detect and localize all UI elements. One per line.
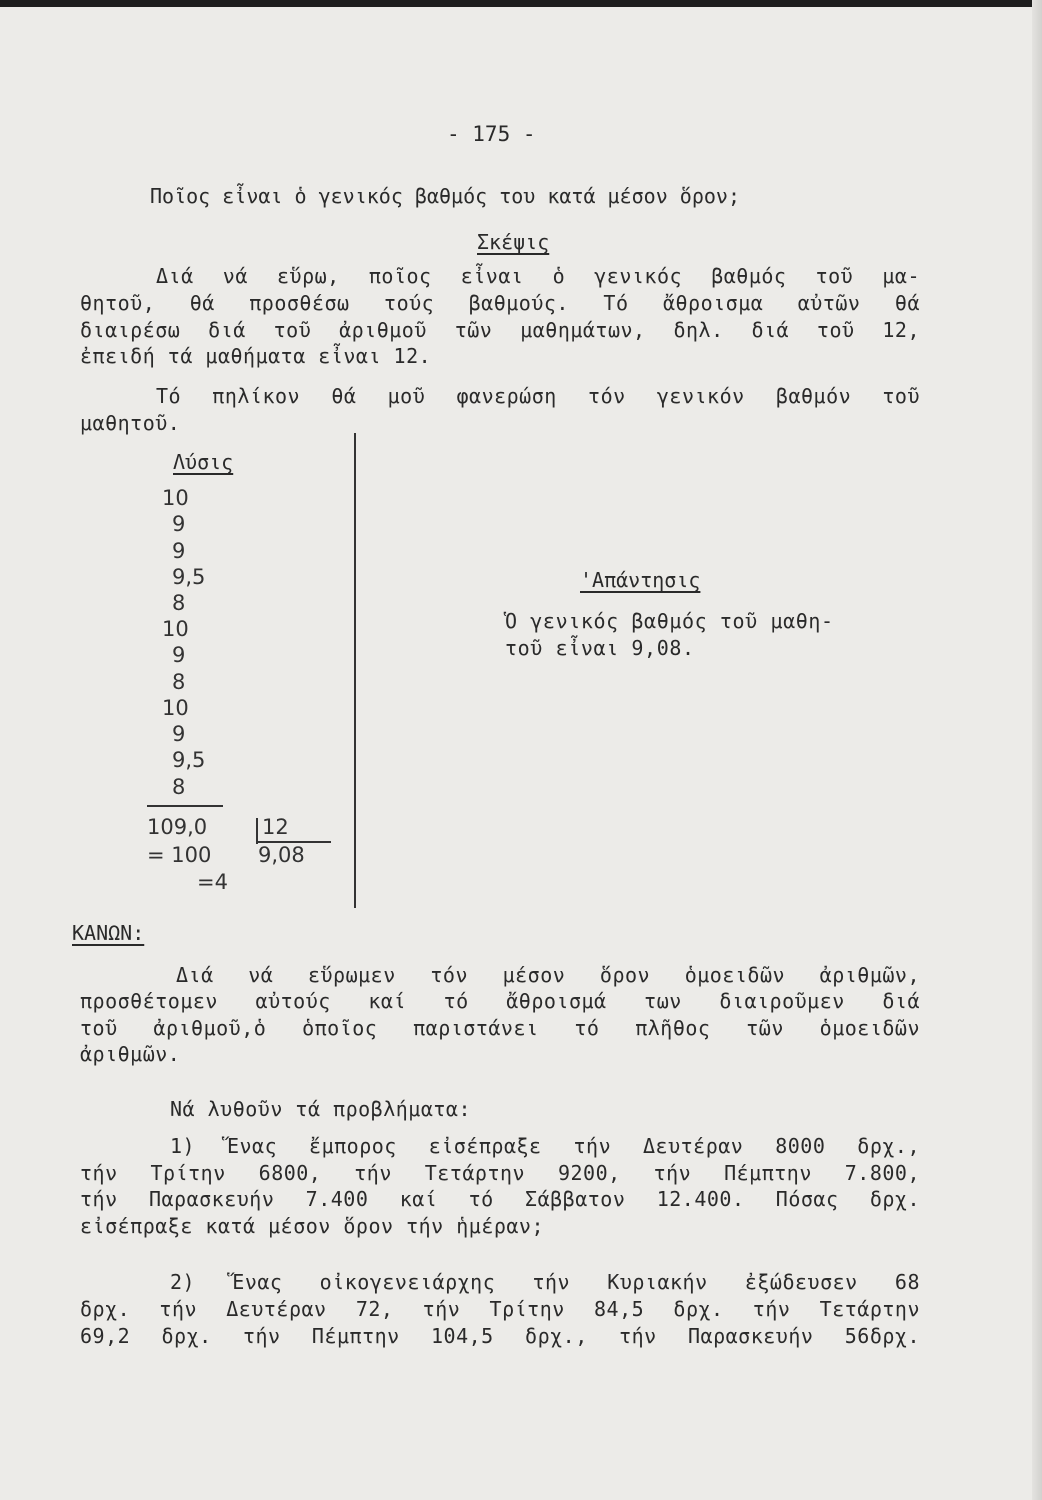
skepsis-line-2: θητοῦ, θά προσθέσω τούς βαθμούς. Τό ἄθροισμα αὐτῶν θά (80, 291, 920, 315)
grade-6: 10 (162, 617, 189, 641)
rule-heading: ΚΑΝΩΝ: (72, 921, 145, 945)
skepsis-line-3: διαιρέσω διά τοῦ ἀριθμοῦ τῶν μαθημάτων, δηλ. διά τοῦ 12, (80, 318, 920, 342)
quotient-line-2: μαθητοῦ. (80, 411, 181, 435)
scan-top-edge (0, 0, 1042, 7)
rule-line-3: τοῦ ἀριθμοῦ,ὁ ὁποῖος παριστάνει τό πλῆθος τῶν ὁμοειδῶν (80, 1016, 920, 1040)
last-remainder: =4 (197, 870, 228, 894)
answer-line-1: Ὁ γενικός βαθμός τοῦ μαθη- (505, 609, 834, 633)
grade-7: 9 (172, 643, 186, 667)
skepsis-heading: Σκέψις (477, 230, 550, 254)
sum-line (147, 805, 223, 807)
remainder-line: = 100 (147, 843, 212, 867)
rule-line-1: Διά νά εὕρωμεν τόν μέσον ὅρον ὁμοειδῶν ἀριθμῶν, (176, 963, 920, 987)
answer-heading: 'Απάντησις (580, 568, 701, 592)
problem2-line-1: 2) Ἕνας οἰκογενειάρχης τήν Κυριακήν ἐξώδευσεν 68 (170, 1270, 920, 1294)
sum-value: 109,0 (147, 815, 208, 839)
problem1-line-2: τήν Τρίτην 6800, τήν Τετάρτην 9200, τήν Πέμπτην 7.800, (80, 1161, 920, 1185)
problem1-line-4: εἰσέπραξε κατά μέσον ὅρον τήν ἡμέραν; (80, 1214, 545, 1238)
scan-right-edge (1032, 0, 1042, 1500)
skepsis-line-4: ἐπειδή τά μαθήματα εἶναι 12. (80, 344, 432, 368)
quotient-line-1: Τό πηλίκον θά μοῦ φανερώση τόν γενικόν βαθμόν τοῦ (156, 384, 920, 408)
question-text: Ποῖος εἶναι ὁ γενικός βαθμός του κατά μέσον ὅρον; (150, 184, 741, 208)
answer-line-2: τοῦ εἶναι 9,08. (505, 636, 695, 660)
grade-2: 9 (172, 512, 186, 536)
rule-line-4: ἀριθμῶν. (80, 1042, 181, 1066)
rule-line-2: προσθέτομεν αὐτούς καί τό ἄθροισμά των διαιροῦμεν διά (80, 989, 920, 1013)
grade-9: 10 (162, 696, 189, 720)
skepsis-line-1: Διά νά εὕρω, ποῖος εἶναι ὁ γενικός βαθμός τοῦ μα- (156, 264, 920, 288)
grade-3: 9 (172, 539, 186, 563)
grade-1: 10 (162, 486, 189, 510)
grade-5: 8 (172, 591, 186, 615)
column-divider (354, 433, 356, 908)
lysis-heading: Λύσις (173, 450, 234, 474)
grade-12: 8 (172, 775, 186, 799)
grade-11: 9,5 (172, 748, 206, 772)
problem1-line-1: 1) Ἕνας ἔμπορος εἰσέπραξε τήν Δευτέραν 8000 δρχ., (170, 1134, 920, 1158)
problem1-line-3: τήν Παρασκευήν 7.400 καί τό Σάββατον 12.400. Πόσας δρχ. (80, 1187, 920, 1211)
problem2-line-2: δρχ. τήν Δευτέραν 72, τήν Τρίτην 84,5 δρχ. τήν Τετάρτην (80, 1297, 920, 1321)
quotient-value: 9,08 (258, 843, 305, 867)
page-number: - 175 - (447, 122, 536, 146)
problems-intro: Νά λυθοῦν τά προβλήματα: (170, 1097, 471, 1121)
problem2-line-3: 69,2 δρχ. τήν Πέμπτην 104,5 δρχ., τήν Παρασκευήν 56δρχ. (80, 1324, 920, 1348)
grade-4: 9,5 (172, 565, 206, 589)
grade-8: 8 (172, 670, 186, 694)
divisor: 12 (262, 815, 289, 839)
grade-10: 9 (172, 722, 186, 746)
